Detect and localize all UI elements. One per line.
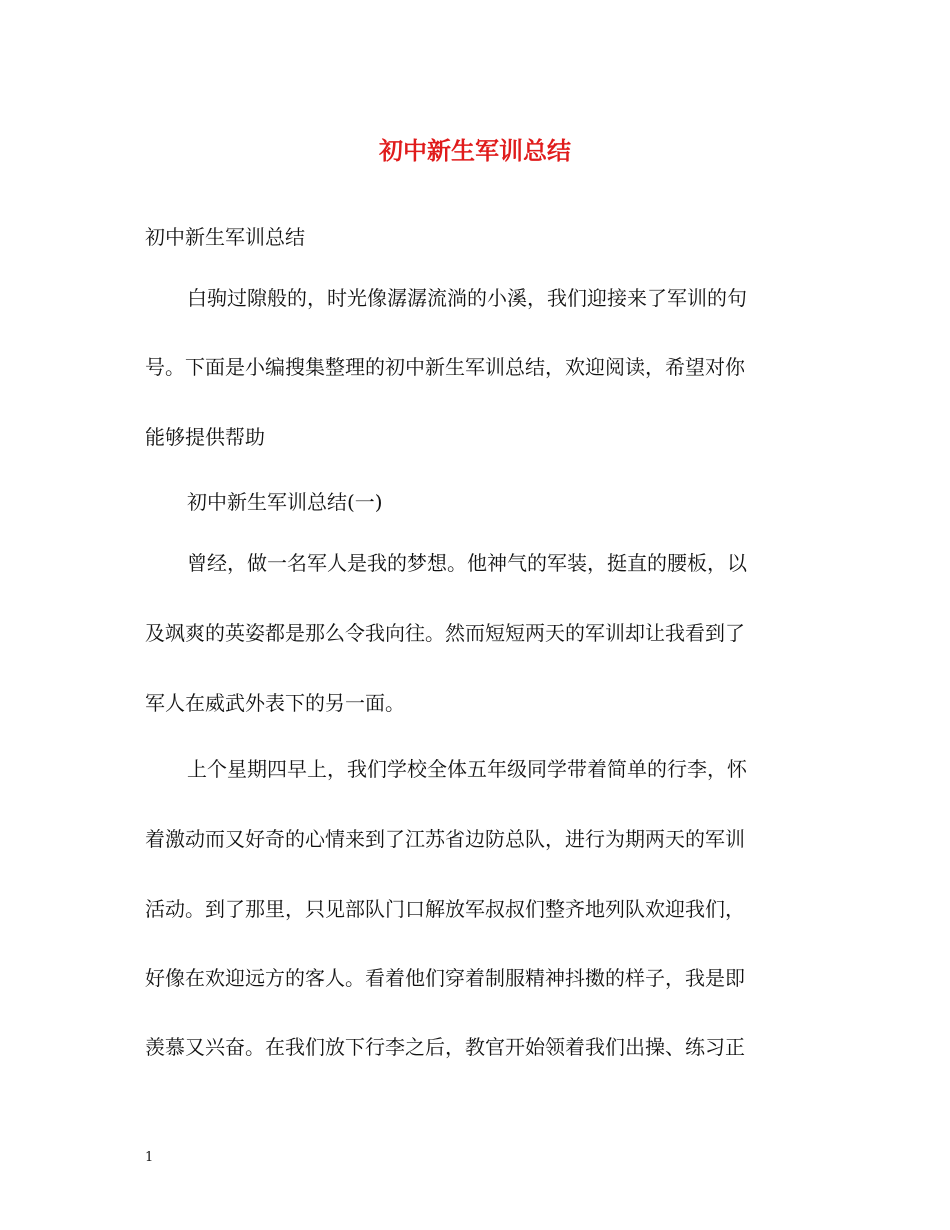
paragraph-line: 曾经，做一名军人是我的梦想。他神气的军装，挺直的腰板，以 xyxy=(187,551,747,575)
paragraph-line: 羡慕又兴奋。在我们放下行李之后，教官开始领着我们出操、练习正 xyxy=(145,1035,745,1059)
paragraph-line: 活动。到了那里，只见部队门口解放军叔叔们整齐地列队欢迎我们， xyxy=(145,897,745,921)
paragraph-line: 军人在威武外表下的另一面。 xyxy=(145,691,405,715)
paragraph-line: 能够提供帮助 xyxy=(145,425,265,449)
page-number: 1 xyxy=(145,1150,154,1165)
section-heading: 初中新生军训总结(一) xyxy=(187,490,383,514)
subtitle-line: 初中新生军训总结 xyxy=(145,225,305,249)
paragraph-line: 及飒爽的英姿都是那么令我向往。然而短短两天的军训却让我看到了 xyxy=(145,621,745,645)
paragraph-line: 号。下面是小编搜集整理的初中新生军训总结，欢迎阅读，希望对你 xyxy=(145,355,745,379)
paragraph-line: 上个星期四早上，我们学校全体五年级同学带着简单的行李，怀 xyxy=(187,757,747,781)
paragraph-line: 白驹过隙般的，时光像潺潺流淌的小溪，我们迎接来了军训的句 xyxy=(187,286,747,310)
document-title: 初中新生军训总结 xyxy=(379,136,571,165)
paragraph-line: 好像在欢迎远方的客人。看着他们穿着制服精神抖擞的样子，我是即 xyxy=(145,966,745,990)
paragraph-line: 着激动而又好奇的心情来到了江苏省边防总队，进行为期两天的军训 xyxy=(145,827,745,851)
